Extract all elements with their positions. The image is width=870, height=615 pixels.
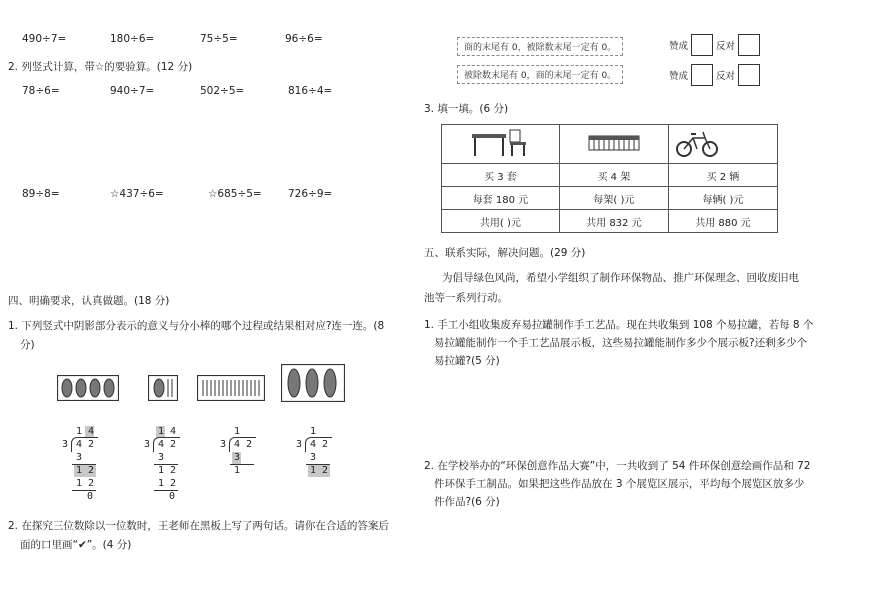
each-keyboard[interactable]: 每架( )元: [559, 187, 668, 210]
statement-2-agree-label: 赞成: [669, 71, 689, 82]
keyboard-icon: [588, 132, 640, 154]
table-cell-keyboard: [559, 125, 668, 164]
statement-1-oppose-label: 反对: [716, 41, 736, 52]
division-2-divisor: 3: [144, 439, 151, 450]
problem-1-line3: 易拉罐?(5 分): [434, 355, 500, 367]
division-2-dividend: 4 2: [158, 439, 177, 450]
statement-1-agree-box[interactable]: [691, 34, 713, 56]
division-3: [218, 426, 268, 502]
division-1-step-4: 0: [87, 491, 94, 502]
q4-1-line1: 1. 下列竖式中阴影部分表示的意义与分小棒的哪个过程或结果相对应?连一连。(8: [8, 320, 385, 332]
statement-1-agree-label: 赞成: [669, 41, 689, 52]
row2-problem-2: 940÷7=: [110, 85, 155, 97]
bicycle-icon: [675, 128, 719, 158]
problem-1-line2: 易拉罐能制作一个手工艺品展示板，这些易拉罐能制作多少个展示板?还剩多少个: [434, 337, 808, 349]
buy-bicycle: 买 2 辆: [668, 164, 777, 187]
row2-problem-4: 816÷4=: [288, 85, 333, 97]
section-4-title: 四、明确要求，认真做题。(18 分): [8, 295, 170, 307]
row2-problem-3: 502÷5=: [200, 85, 245, 97]
total-bicycle: 共用 880 元: [668, 210, 777, 233]
intro-line-2: 池等一系列行动。: [424, 292, 508, 304]
row2-problem-1: 78÷6=: [22, 85, 60, 97]
row3-problem-3: ☆685÷5=: [208, 188, 262, 200]
division-1-dividend: 4 2: [76, 439, 95, 450]
division-1-step-2: 1 2: [76, 465, 95, 476]
buy-desk: 买 3 套: [442, 164, 560, 187]
problem-2-line2: 件环保手工制品。如果把这些作品放在 3 个展览区展示，平均每个展览区放多少: [434, 478, 805, 490]
row1-problem-1: 490÷7=: [22, 33, 67, 45]
q2-title: 2. 列竖式计算，带☆的要验算。(12 分): [8, 61, 193, 73]
row1-problem-2: 180÷6=: [110, 33, 155, 45]
table-cell-desk: [442, 125, 560, 164]
total-desk[interactable]: 共用( )元: [442, 210, 560, 233]
intro-line-1: 为倡导绿色风尚，希望小学组织了制作环保物品、推广环保理念、回收废旧电: [442, 272, 799, 284]
row1-problem-4: 96÷6=: [285, 33, 323, 45]
division-4: [294, 426, 344, 502]
division-1-step-1: 3: [76, 452, 83, 463]
statement-1-oppose-box[interactable]: [738, 34, 760, 56]
statement-2-agree-box[interactable]: [691, 64, 713, 86]
problem-2-line3: 件作品?(6 分): [434, 496, 500, 508]
division-2-step-3: 1 2: [158, 478, 177, 489]
table-cell-bicycle: [668, 125, 777, 164]
each-desk: 每套 180 元: [442, 187, 560, 210]
statement-2: 被除数末尾有 0，商的末尾一定有 0。: [457, 65, 623, 84]
division-1-quotient: 1 4: [76, 426, 95, 437]
division-4-step-1: 3: [310, 452, 317, 463]
q4-2-line1: 2. 在探究三位数除以一位数时，王老师在黑板上写了两句话。请你在合适的答案后: [8, 520, 389, 532]
row1-problem-3: 75÷5=: [200, 33, 238, 45]
division-3-divisor: 3: [220, 439, 227, 450]
problem-2-line1: 2. 在学校举办的“环保创意作品大赛”中，一共收到了 54 件环保创意绘画作品和 72: [424, 460, 811, 472]
row3-problem-1: 89÷8=: [22, 188, 60, 200]
division-2-step-4: 0: [169, 491, 176, 502]
division-2: [142, 426, 192, 502]
division-4-step-2: 1 2: [310, 465, 329, 476]
row3-problem-4: 726÷9=: [288, 188, 333, 200]
division-1-step-3: 1 2: [76, 478, 95, 489]
division-2-quotient: 1 4: [158, 426, 177, 437]
division-3-quotient: 1: [234, 426, 241, 437]
total-keyboard: 共用 832 元: [559, 210, 668, 233]
division-4-divisor: 3: [296, 439, 303, 450]
each-bicycle[interactable]: 每辆( )元: [668, 187, 777, 210]
q3-title: 3. 填一填。(6 分): [424, 103, 509, 115]
sticks-picture-2: [148, 375, 178, 401]
statement-1: 商的末尾有 0，被除数末尾一定有 0。: [457, 37, 623, 56]
sticks-picture-1: [57, 375, 119, 401]
division-1-divisor: 3: [62, 439, 69, 450]
q4-2-line2: 面的口里画“✔”。(4 分): [20, 539, 132, 551]
problem-1-line1: 1. 手工小组收集废弃易拉罐制作手工艺品。现在共收集到 108 个易拉罐，若每 8 个: [424, 319, 814, 331]
section-5-title: 五、联系实际，解决问题。(29 分): [424, 247, 586, 259]
row3-problem-2: ☆437÷6=: [110, 188, 164, 200]
division-1: [60, 426, 110, 502]
statement-2-oppose-label: 反对: [716, 71, 736, 82]
division-3-step-2: 1: [234, 465, 241, 476]
division-2-step-1: 3: [158, 452, 165, 463]
statement-2-oppose-box[interactable]: [738, 64, 760, 86]
sticks-picture-3: [197, 375, 265, 401]
division-4-quotient: 1: [310, 426, 317, 437]
q4-1-line2: 分): [20, 339, 35, 351]
division-3-dividend: 4 2: [234, 439, 253, 450]
buy-keyboard: 买 4 架: [559, 164, 668, 187]
price-table: [441, 124, 778, 233]
sticks-picture-4: [281, 364, 345, 402]
division-4-dividend: 4 2: [310, 439, 329, 450]
desk-chair-icon: [470, 128, 530, 158]
division-3-step-1: 3: [234, 452, 241, 463]
division-2-step-2: 1 2: [158, 465, 177, 476]
